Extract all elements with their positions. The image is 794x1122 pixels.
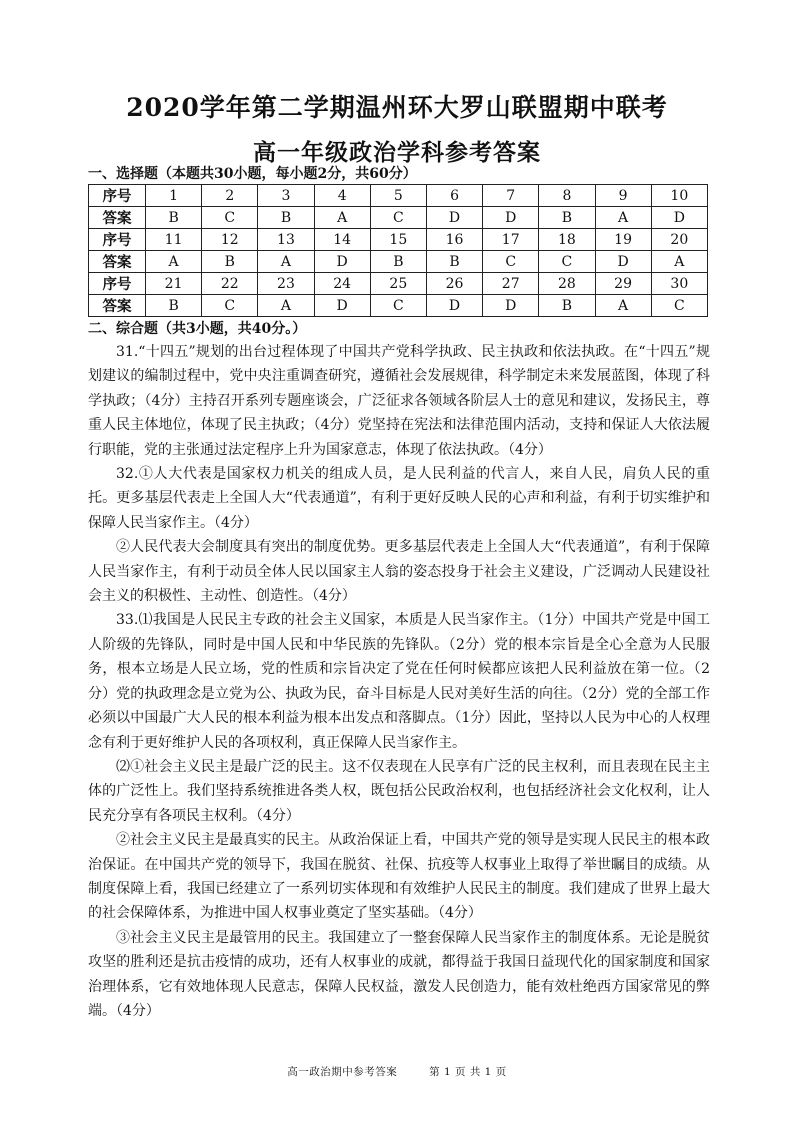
question-number-cell: 4 [314, 185, 370, 207]
row-label: 答案 [89, 295, 146, 317]
question-number-cell: 13 [258, 229, 314, 251]
table-row [89, 207, 708, 229]
answer-cell: C [202, 207, 258, 229]
question-number-cell: 22 [202, 273, 258, 295]
question-number-cell: 14 [314, 229, 370, 251]
answer-cell: B [370, 251, 426, 273]
answer-paragraph-31: 31.“十四五”规划的出台过程体现了中国共产党科学执政、民主执政和依法执政。在“十四五”规划建议的编制过程中，党中央注重调查研究，遵循社会发展规律，科学制定未来发展蓝图，体现了科学执政；（4分）主持召开系列专题座谈会，广泛征求各领域各阶层人士的意见和建议，发扬民主，尊重人民主体地位，体现了民主执政；（4分）党坚持在宪法和法律范围内活动，支持和保证人大依法履行职能，党的主张通过法定程序上升为国家意志，体现了依法执政。（4分） [88, 344, 710, 458]
table-row [89, 273, 708, 295]
answer-cell: D [314, 251, 370, 273]
answer-cell: B [258, 207, 314, 229]
answer-cell: D [426, 295, 482, 317]
question-number-cell: 24 [314, 273, 370, 295]
question-number-cell: 26 [426, 273, 482, 295]
answer-cell: D [483, 295, 539, 317]
answer-cell: D [483, 207, 539, 229]
answer-paragraph-32-1: 32.①人大代表是国家权力机关的组成人员，是人民利益的代言人，来自人民，肩负人民的重托。更多基层代表走上全国人大“代表通道”，有利于更好反映人民的心声和利益，有利于切实维护和保障人民当家作主。（4分） [88, 466, 710, 531]
answer-cell: D [314, 295, 370, 317]
table-row [89, 229, 708, 251]
document-subtitle: 高一年级政治学科参考答案 [253, 139, 541, 166]
question-number-cell: 23 [258, 273, 314, 295]
question-number-cell: 12 [202, 229, 258, 251]
answer-paragraph-32-2: ②人民代表大会制度具有突出的制度优势。更多基层代表走上全国人大“代表通道”，有利于保障人民当家作主，有利于动员全体人民以国家主人翁的姿态投身于社会主义建设，广泛调动人民建设社会主义的积极性、主动性、创造性。（4分） [88, 539, 710, 605]
row-label: 答案 [89, 251, 146, 273]
question-number-cell: 2 [202, 185, 258, 207]
answer-cell: D [426, 207, 482, 229]
question-number-cell: 16 [426, 229, 482, 251]
question-number-cell: 30 [651, 273, 707, 295]
answer-cell: A [314, 207, 370, 229]
answer-cell: A [258, 251, 314, 273]
row-label: 序号 [89, 185, 146, 207]
page-footer [0, 1064, 794, 1079]
question-number-cell: 29 [595, 273, 651, 295]
comprehensive-answers [88, 340, 710, 1023]
answer-cell: C [539, 251, 595, 273]
question-number-cell: 20 [651, 229, 707, 251]
answer-cell: B [202, 251, 258, 273]
question-number-cell: 11 [146, 229, 202, 251]
answer-cell: B [539, 207, 595, 229]
answer-cell: D [595, 251, 651, 273]
answer-cell: C [202, 295, 258, 317]
answer-cell: B [146, 295, 202, 317]
answer-paragraph-33-2a: ⑵①社会主义民主是最广泛的民主。这不仅表现在人民享有广泛的民主权利，而且表现在民主主体的广泛性上。我们坚持系统推进各类人权，既包括公民政治权利，也包括经济社会文化权利，让人民充分享有各项民主权利。（4分） [88, 758, 710, 824]
answer-cell: A [258, 295, 314, 317]
answer-table [88, 184, 708, 317]
question-number-cell: 27 [483, 273, 539, 295]
answer-cell: A [595, 295, 651, 317]
answer-paragraph-33-1: 33.⑴我国是人民民主专政的社会主义国家，本质是人民当家作主。（1分）中国共产党是中国工人阶级的先锋队，同时是中国人民和中华民族的先锋队。（2分）党的根本宗旨是全心全意为人民服务，根本立场是人民立场，党的性质和宗旨决定了党在任何时候都应该把人民利益放在第一位。（2分）党的执政理念是立党为公、执政为民，奋斗目标是人民对美好生活的向往。（2分）党的全部工作必须以中国最广大人民的根本利益为根本出发点和落脚点。（1分）因此，坚持以人民为中心的人权理念有利于更好维护人民的各项权利，真正保障人民当家作主。 [88, 612, 710, 751]
document-title: 2020学年第二学期温州环大罗山联盟期中联考 [126, 93, 668, 122]
question-number-cell: 15 [370, 229, 426, 251]
question-number-cell: 6 [426, 185, 482, 207]
question-number-cell: 10 [651, 185, 707, 207]
answer-paragraph-33-2b: ②社会主义民主是最真实的民主。从政治保证上看，中国共产党的领导是实现人民民主的根本政治保证。在中国共产党的领导下，我国在脱贫、社保、抗疫等人权事业上取得了举世瞩目的成绩。从制度保障上看，我国已经建立了一系列切实体现和有效维护人民民主的制度。我们建成了世界上最大的社会保障体系，为推进中国人权事业奠定了坚实基础。（4分） [88, 832, 710, 922]
answer-cell: C [370, 295, 426, 317]
footer-page-number: 第 1 页 共 1 页 [429, 1066, 507, 1078]
answer-cell: D [651, 207, 707, 229]
answer-paragraph-33-2c: ③社会主义民主是最管用的民主。我国建立了一整套保障人民当家作主的制度体系。无论是脱贫攻坚的胜利还是抗击疫情的成功，还有人权事业的成就，都得益于我国日益现代化的国家制度和国家治理体系，它有效地体现人民意志，保障人民权益，激发人民创造力，能有效杜绝西方国家常见的弊端。（4分） [88, 929, 710, 1019]
row-label: 序号 [89, 229, 146, 251]
question-number-cell: 5 [370, 185, 426, 207]
answer-cell: C [651, 295, 707, 317]
answer-cell: B [146, 207, 202, 229]
table-row [89, 295, 708, 317]
question-number-cell: 21 [146, 273, 202, 295]
footer-doc-name: 高一政治期中参考答案 [287, 1066, 398, 1078]
question-number-cell: 9 [595, 185, 651, 207]
section-heading-choice: 一、选择题（本题共30小题，每小题2分，共60分） [88, 166, 417, 182]
table-row [89, 185, 708, 207]
question-number-cell: 7 [483, 185, 539, 207]
question-number-cell: 18 [539, 229, 595, 251]
question-number-cell: 25 [370, 273, 426, 295]
question-number-cell: 28 [539, 273, 595, 295]
answer-cell: A [146, 251, 202, 273]
question-number-cell: 19 [595, 229, 651, 251]
answer-cell: B [426, 251, 482, 273]
question-number-cell: 3 [258, 185, 314, 207]
question-number-cell: 17 [483, 229, 539, 251]
answer-cell: B [539, 295, 595, 317]
table-row [89, 251, 708, 273]
answer-cell: C [483, 251, 539, 273]
answer-cell: A [595, 207, 651, 229]
section-heading-comprehensive: 二、综合题（共3小题，共40分。） [88, 321, 307, 337]
question-number-cell: 8 [539, 185, 595, 207]
row-label: 序号 [89, 273, 146, 295]
question-number-cell: 1 [146, 185, 202, 207]
answer-cell: C [370, 207, 426, 229]
row-label: 答案 [89, 207, 146, 229]
answer-cell: A [651, 251, 707, 273]
